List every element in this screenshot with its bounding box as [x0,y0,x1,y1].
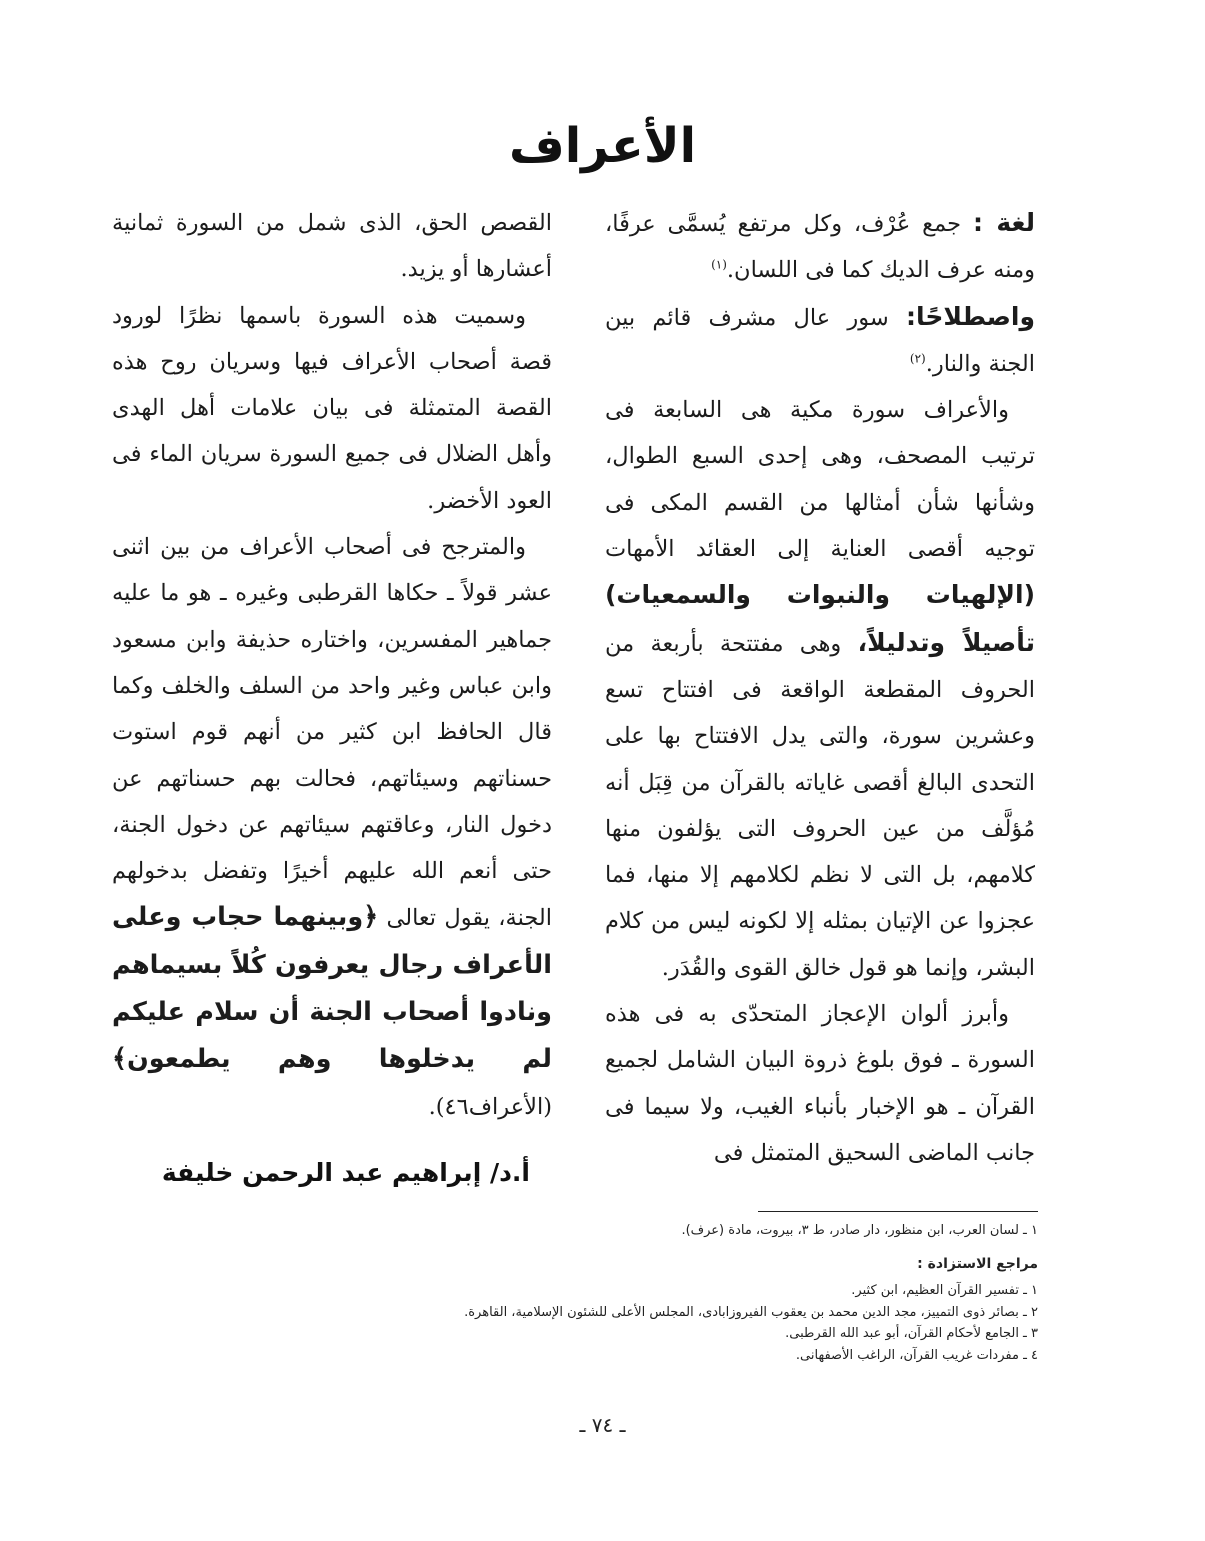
bold-phrase: (الإلهيات والنبوات والسمعيات) تأصيلاً وتدليلاً، [605,580,1035,657]
lugha-paragraph [605,200,1035,294]
references-title: مراجع الاستزادة : [917,1256,1038,1272]
footnote-ref-1: (١) [711,257,727,272]
footnote-divider [758,1211,1038,1212]
paragraph-text: والأعراف سورة مكية هى السابعة فى ترتيب المصحف، وهى إحدى السبع الطوال، وشأنها شأن أمثالها من القسم المكى فى توجيه أقصى العناية إلى العقائد الأمهات [605,397,1035,563]
body-paragraph: القصص الحق، الذى شمل من السورة ثمانية أعشارها أو يزيد. [112,210,552,283]
references-list [330,1280,1038,1366]
reference-item: ١ ـ تفسير القرآن العظيم، ابن كثير. [851,1283,1038,1298]
reference-item: ٤ ـ مفردات غريب القرآن، الراغب الأصفهانى. [795,1347,1038,1363]
body-paragraph: وسميت هذه السورة باسمها نظرًا لورود قصة أصحاب الأعراف فيها وسريان روح هذه القصة المتمثلة فى بيان علامات أهل الهدى وأهل الضلال فى جميع السورة سريان الماء فى العود الأخضر. [112,302,552,514]
istilah-term: واصطلاحًا: [906,301,1036,331]
footnotes-section [330,1220,1038,1366]
article-title: الأعراف [508,118,697,174]
paragraph-text: وهى مفتتحة بأربعة من الحروف المقطعة الواقعة فى افتتاح تسع وعشرين سورة، والتى يدل الافتتاح بها على التحدى البالغ أقصى غاياته بالقرآن من قِبَل أنه مُؤلَّف من عين الحروف التى يؤلفون منها كلامهم، بل التى لا نظم لكلامهم إلا منها، فما عجزوا عن الإتيان بمثله إلا لكونه ليس من كلام البشر، وإنما هو قول خالق القوى والقُدَر. [605,630,1035,981]
right-column [605,200,1035,1176]
lugha-text: جمع عُرْف، وكل مرتفع يُسمَّى عرفًا، ومنه عرف الديك كما فى اللسان. [605,211,1035,284]
author-name: أ.د/ إبراهيم عبد الرحمن خليفة [161,1158,530,1187]
body-paragraph [112,524,552,1130]
paragraph-text: والمترجح فى أصحاب الأعراف من بين اثنى عشر قولاً ـ حكاها القرطبى وغيره ـ هو ما عليه جماهير المفسرين، واختاره حذيفة وابن مسعود وابن عباس وغير واحد من السلف والخلف وكما قال الحافظ ابن كثير من أنهم قوم استوت حسناتهم وسيئاتهم، فحالت بهم حسناتهم عن دخول النار، وعاقتهم سيئاتهم عن دخول الجنة، حتى أنعم الله عليهم أخيرًا وتفضل بدخولهم الجنة، يقول تعالى [112,534,552,932]
lugha-term: لغة : [972,208,1035,237]
quran-verse: ﴿وبينهما حجاب وعلى الأعراف رجال يعرفون كُلاً بسيماهم ونادوا أصحاب الجنة أن سلام عليكم لم يدخلوها وهم يطمعون﴾ [112,902,552,1075]
footnote: ١ ـ لسان العرب، ابن منظور، دار صادر، ط ٣، بيروت، مادة (عرف). [681,1223,1038,1238]
istilah-text: سور عال مشرف قائم بين الجنة والنار. [605,304,1035,377]
body-paragraph [605,387,1035,991]
body-paragraph: وأبرز ألوان الإعجاز المتحدّى به فى هذه السورة ـ فوق بلوغ ذروة البيان الشامل لجميع القرآن ـ هو الإخبار بأنباء الغيب، ولا سيما فى جانب الماضى السحيق المتمثل فى [605,1001,1035,1166]
istilah-paragraph [605,294,1035,388]
footnote-ref-2: (٢) [909,351,926,366]
verse-citation: (الأعراف٤٦). [428,1093,552,1120]
left-column [112,200,552,1130]
page-number: ـ ٧٤ ـ [579,1413,626,1437]
reference-item: ٢ ـ بصائر ذوى التمييز، مجد الدين محمد بن يعقوب الفيروزابادى، المجلس الأعلى للشئون الإسلامية، القاهرة. [464,1304,1038,1320]
reference-item: ٣ ـ الجامع لأحكام القرآن، أبو عبد الله القرطبى. [785,1326,1038,1341]
